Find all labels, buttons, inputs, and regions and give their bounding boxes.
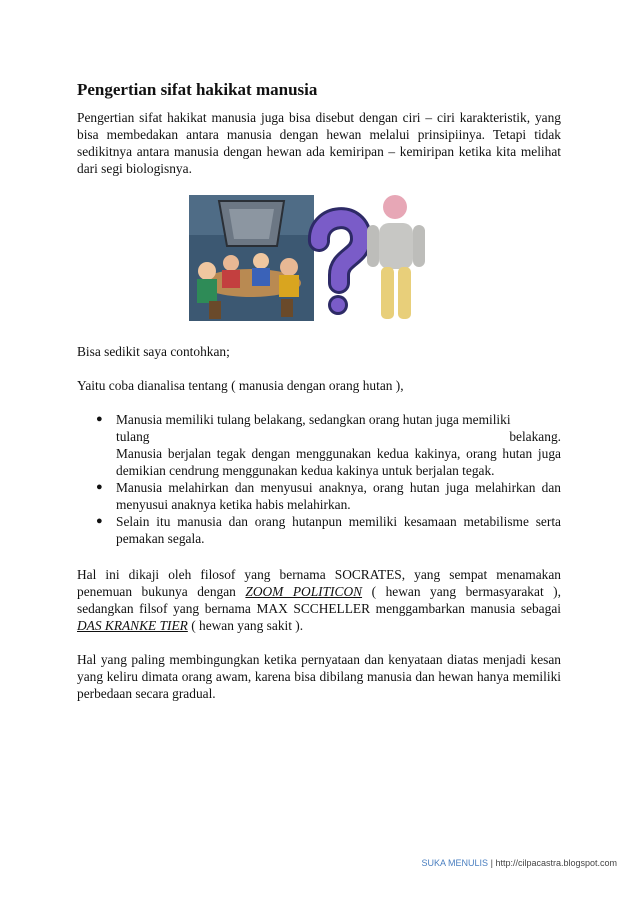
list-item: ● Selain itu manusia dan orang hutanpun memiliki kesamaan metabilisme serta pemakan segala. <box>96 514 561 546</box>
bullet-icon: ● <box>96 413 103 425</box>
list-item: ● Manusia melahirkan dan menyusui anaknya, orang hutan juga melahirkan dan menyusui anaknya ketika habis melahirkan. <box>96 480 561 512</box>
page-footer <box>0 858 617 868</box>
term-das-kranke-tier: DAS KRANKE TIER <box>77 618 188 633</box>
example-intro: Yaitu coba dianalisa tentang ( manusia dengan orang hutan ), <box>77 378 404 393</box>
question-mark-icon <box>319 218 361 315</box>
footer-url[interactable]: http://cilpacastra.blogspot.com <box>495 858 617 868</box>
example-lead: Bisa sedikit saya contohkan; <box>77 344 230 359</box>
illustration <box>77 191 561 323</box>
term-zoom-politicon: ZOOM POLITICON <box>245 584 363 599</box>
footer-brand: SUKA MENULIS <box>421 858 489 868</box>
conclusion-paragraph: Hal yang paling membingungkan ketika pernyataan dan kenyataan diatas menjadi kesan yang keliru dimata orang awam, karena bisa dibilang manusia dan hewan hanya memiliki perbedaan secara gradual. <box>77 652 561 701</box>
intro-paragraph: Pengertian sifat hakikat manusia juga bisa disebut dengan ciri – ciri karakteristik, yang bisa membedakan antara manusia dengan hewan melalui prinsipiinya. Tetapi tidak sedikitnya antara manusia dengan hewan ada kemiripan – kemiripan ketika kita melihat dari segi biologisnya. <box>77 110 561 176</box>
comparison-list <box>77 411 561 547</box>
cartoon-meeting-image <box>189 195 314 321</box>
footer-separator: | <box>490 858 493 868</box>
philosopher-paragraph: Hal ini dikaji oleh filosof yang bernama SOCRATES, yang sempat menamakan penemuan bukunya dengan ZOOM POLITICON ( hewan yang bermasyarakat ), sedangkan filsof yang bernama MAX SCCHELLER menggambarkan manusia sebagai DAS KRANKE TIER ( hewan yang sakit ). <box>77 567 561 633</box>
person-figure-icon <box>367 195 425 319</box>
bullet-icon: ● <box>96 481 103 493</box>
list-item-line: tulang belakang. <box>116 429 561 444</box>
document-body <box>77 80 561 702</box>
list-item-line: Manusia memiliki tulang belakang, sedangkan orang hutan juga memiliki <box>116 412 511 427</box>
document-title: Pengertian sifat hakikat manusia <box>77 80 318 99</box>
illustration-graphic <box>189 191 439 323</box>
list-item <box>77 411 561 479</box>
bullet-icon: ● <box>96 515 103 527</box>
list-item-continuation: Manusia berjalan tegak dengan menggunakan kedua kakinya, orang hutan juga demikian cendrung menggunakan kedua kakinya untuk berjalan tegak. <box>116 446 561 478</box>
